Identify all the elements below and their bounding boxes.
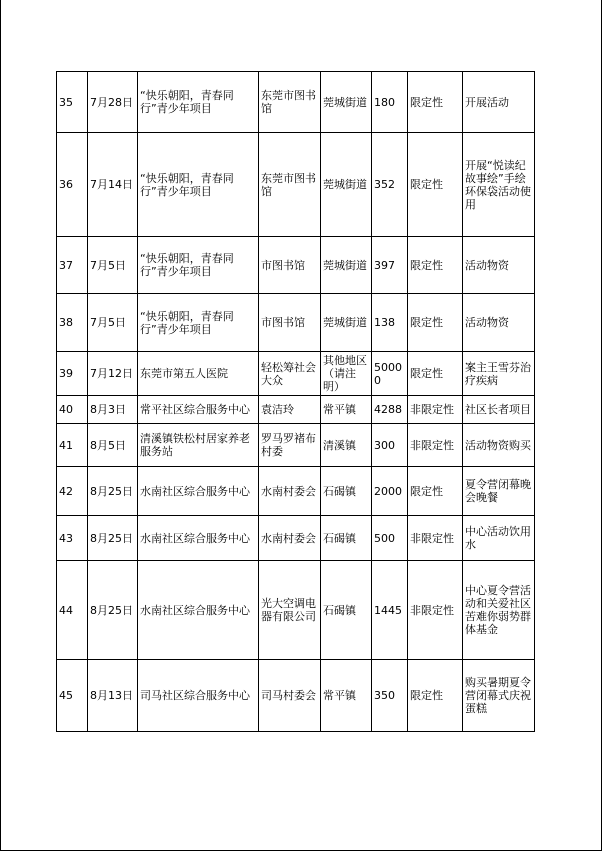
- donation-date: 7月28日: [88, 72, 138, 133]
- donor-name: 光大空调电器有限公司: [259, 561, 321, 660]
- row-number: 35: [57, 72, 88, 133]
- donation-purpose: 社区长者项目: [463, 396, 535, 424]
- donation-type: 非限定性: [408, 396, 463, 424]
- recipient-name: 水南社区综合服务中心: [138, 561, 259, 660]
- donation-amount: 4288: [372, 396, 408, 424]
- table-row: [57, 352, 535, 396]
- donation-type: 限定性: [408, 467, 463, 516]
- recipient-name: “快乐朝阳，青春同行”青少年项目: [138, 237, 259, 294]
- recipient-name: “快乐朝阳，青春同行”青少年项目: [138, 133, 259, 237]
- donor-name: 袁洁玲: [259, 396, 321, 424]
- table-row: [57, 467, 535, 516]
- donation-table: [56, 71, 535, 732]
- recipient-name: 司马社区综合服务中心: [138, 660, 259, 732]
- donation-amount: 300: [372, 424, 408, 467]
- donor-name: 东莞市图书馆: [259, 133, 321, 237]
- table-row: [57, 516, 535, 561]
- donation-amount: 1445: [372, 561, 408, 660]
- donation-purpose: 开展活动: [463, 72, 535, 133]
- donation-amount: 2000: [372, 467, 408, 516]
- table-row: [57, 660, 535, 732]
- donation-amount: 397: [372, 237, 408, 294]
- donation-date: 7月12日: [88, 352, 138, 396]
- donation-type: 限定性: [408, 352, 463, 396]
- donation-date: 8月5日: [88, 424, 138, 467]
- donation-date: 7月5日: [88, 294, 138, 352]
- donation-purpose: 活动物资: [463, 294, 535, 352]
- row-number: 40: [57, 396, 88, 424]
- donor-area: 莞城街道: [321, 294, 372, 352]
- donor-name: 东莞市图书馆: [259, 72, 321, 133]
- row-number: 36: [57, 133, 88, 237]
- recipient-name: 常平社区综合服务中心: [138, 396, 259, 424]
- donation-amount: 50000: [372, 352, 408, 396]
- table-row: [57, 424, 535, 467]
- donation-date: 7月14日: [88, 133, 138, 237]
- donor-name: 轻松筹社会大众: [259, 352, 321, 396]
- donation-type: 非限定性: [408, 561, 463, 660]
- donation-date: 8月25日: [88, 561, 138, 660]
- table-row: [57, 561, 535, 660]
- donor-name: 水南村委会: [259, 467, 321, 516]
- donor-area: 石碣镇: [321, 561, 372, 660]
- table-row: [57, 237, 535, 294]
- table-row: [57, 294, 535, 352]
- donation-type: 限定性: [408, 72, 463, 133]
- table-row: [57, 396, 535, 424]
- donor-area: 石碣镇: [321, 467, 372, 516]
- recipient-name: 清溪镇铁松村居家养老服务站: [138, 424, 259, 467]
- donation-date: 8月3日: [88, 396, 138, 424]
- row-number: 38: [57, 294, 88, 352]
- donation-date: 8月25日: [88, 467, 138, 516]
- donor-area: 石碣镇: [321, 516, 372, 561]
- donor-area: 常平镇: [321, 660, 372, 732]
- donation-type: 非限定性: [408, 424, 463, 467]
- donation-date: 8月13日: [88, 660, 138, 732]
- table-row: [57, 72, 535, 133]
- table-row: [57, 133, 535, 237]
- donation-amount: 350: [372, 660, 408, 732]
- donation-type: 限定性: [408, 237, 463, 294]
- donor-name: 市图书馆: [259, 294, 321, 352]
- recipient-name: “快乐朝阳，青春同行”青少年项目: [138, 72, 259, 133]
- donor-area: 其他地区（请注明）: [321, 352, 372, 396]
- donation-purpose: 开展“悦读纪故事绘”手绘环保袋活动使用: [463, 133, 535, 237]
- donation-purpose: 中心夏令营活动和关爱社区苦难你弱势群体基金: [463, 561, 535, 660]
- row-number: 39: [57, 352, 88, 396]
- recipient-name: 东莞市第五人医院: [138, 352, 259, 396]
- donation-type: 非限定性: [408, 516, 463, 561]
- row-number: 45: [57, 660, 88, 732]
- donation-purpose: 活动物资: [463, 237, 535, 294]
- donor-name: 水南村委会: [259, 516, 321, 561]
- donor-area: 常平镇: [321, 396, 372, 424]
- donor-area: 清溪镇: [321, 424, 372, 467]
- recipient-name: 水南社区综合服务中心: [138, 467, 259, 516]
- donation-purpose: 中心活动饮用水: [463, 516, 535, 561]
- donation-date: 8月25日: [88, 516, 138, 561]
- row-number: 42: [57, 467, 88, 516]
- donation-amount: 180: [372, 72, 408, 133]
- donation-purpose: 案主王雪芬治疗疾病: [463, 352, 535, 396]
- recipient-name: 水南社区综合服务中心: [138, 516, 259, 561]
- recipient-name: “快乐朝阳，青春同行”青少年项目: [138, 294, 259, 352]
- donor-name: 罗马罗褚布村委: [259, 424, 321, 467]
- donation-amount: 352: [372, 133, 408, 237]
- donation-purpose: 活动物资购买: [463, 424, 535, 467]
- donation-date: 7月5日: [88, 237, 138, 294]
- donation-purpose: 购买暑期夏令营闭幕式庆祝蛋糕: [463, 660, 535, 732]
- donation-type: 限定性: [408, 660, 463, 732]
- donor-name: 市图书馆: [259, 237, 321, 294]
- donation-amount: 138: [372, 294, 408, 352]
- row-number: 44: [57, 561, 88, 660]
- donation-amount: 500: [372, 516, 408, 561]
- row-number: 43: [57, 516, 88, 561]
- row-number: 37: [57, 237, 88, 294]
- donor-area: 莞城街道: [321, 237, 372, 294]
- donor-area: 莞城街道: [321, 133, 372, 237]
- donor-area: 莞城街道: [321, 72, 372, 133]
- donor-name: 司马村委会: [259, 660, 321, 732]
- donation-type: 限定性: [408, 294, 463, 352]
- donation-type: 限定性: [408, 133, 463, 237]
- row-number: 41: [57, 424, 88, 467]
- donation-purpose: 夏令营闭幕晚会晚餐: [463, 467, 535, 516]
